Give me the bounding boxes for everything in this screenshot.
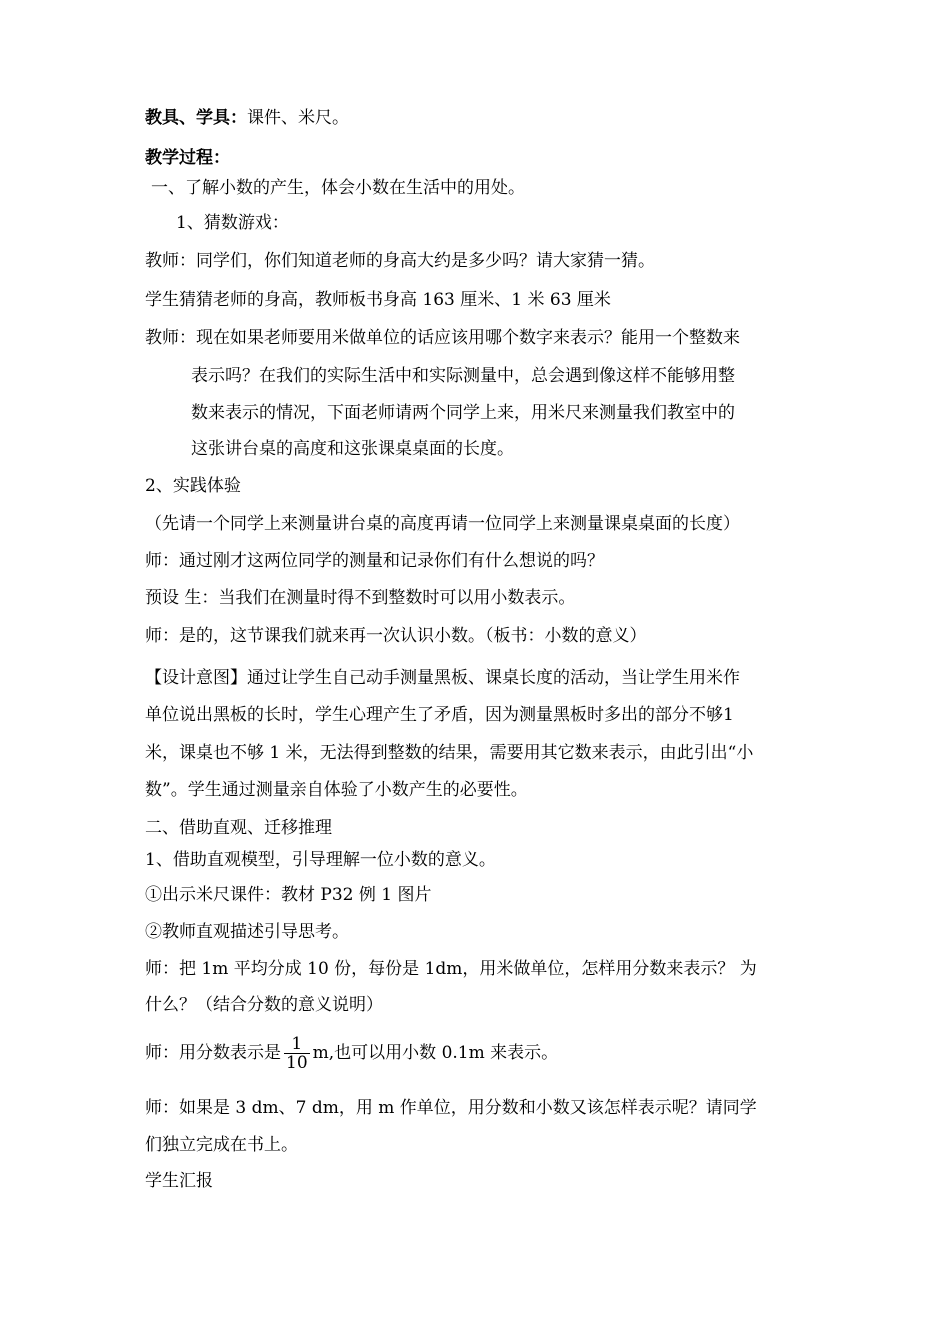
paragraph-4: （先请一个同学上来测量讲台桌的高度再请一位同学上来测量课桌桌面的长度） bbox=[145, 514, 740, 534]
paragraph-9-prefix: 师：用分数表示是 bbox=[145, 1043, 281, 1063]
design-intent-line-3: 米，课桌也不够 1 米，无法得到整数的结果，需要用其它数来表示，由此引出“小 bbox=[145, 743, 754, 763]
fraction-numerator: 1 bbox=[284, 1035, 310, 1054]
fraction-one-tenth bbox=[284, 1035, 310, 1072]
fraction-denominator: 10 bbox=[286, 1053, 308, 1073]
step2-title: 2、实践体验 bbox=[145, 476, 241, 496]
paragraph-3-line-3: 数来表示的情况，下面老师请两个同学上来，用米尺来测量我们教室中的 bbox=[191, 403, 735, 423]
process-heading: 教学过程： bbox=[145, 148, 230, 168]
paragraph-11: 学生汇报 bbox=[145, 1171, 213, 1191]
design-intent-line-2: 单位说出黑板的长时，学生心理产生了矛盾，因为测量黑板时多出的部分不够1 bbox=[145, 705, 734, 725]
design-intent-line-1: 【设计意图】通过让学生自己动手测量黑板、课桌长度的活动，当让学生用米作 bbox=[145, 668, 740, 688]
section2-step1: 1、借助直观模型，引导理解一位小数的意义。 bbox=[145, 850, 496, 870]
tools-heading: 教具、学具： bbox=[145, 108, 247, 128]
section1-title: 一、了解小数的产生，体会小数在生活中的用处。 bbox=[151, 178, 525, 198]
paragraph-3-line-4: 这张讲台桌的高度和这张课桌桌面的长度。 bbox=[191, 439, 514, 459]
paragraph-5: 师：通过刚才这两位同学的测量和记录你们有什么想说的吗？ bbox=[145, 551, 604, 571]
paragraph-10-line-1: 师：如果是 3 dm、7 dm，用 m 作单位，用分数和小数又该怎样表示呢？请同学 bbox=[145, 1098, 757, 1118]
paragraph-9-suffix: m,也可以用小数 0.1m 来表示。 bbox=[312, 1043, 559, 1063]
paragraph-8-line-1: 师：把 1m 平均分成 10 份，每份是 1dm，用米做单位，怎样用分数来表示？ 为 bbox=[145, 959, 757, 979]
paragraph-6: 预设 生：当我们在测量时得不到整数时可以用小数表示。 bbox=[145, 588, 576, 608]
paragraph-10-line-2: 们独立完成在书上。 bbox=[145, 1135, 298, 1155]
paragraph-9 bbox=[145, 1033, 807, 1077]
design-intent-line-4: 数”。学生通过测量亲自体验了小数产生的必要性。 bbox=[145, 780, 528, 800]
section2-item-a: ①出示米尺课件：教材 P32 例 1 图片 bbox=[145, 885, 432, 905]
paragraph-2: 学生猜猜老师的身高，教师板书身高 163 厘米、1 米 63 厘米 bbox=[145, 290, 611, 310]
tools-text: 课件、米尺。 bbox=[247, 108, 349, 128]
paragraph-3-line-1: 教师：现在如果老师要用米做单位的话应该用哪个数字来表示？能用一个整数来 bbox=[145, 328, 740, 348]
paragraph-7: 师：是的，这节课我们就来再一次认识小数。（板书：小数的意义） bbox=[145, 626, 647, 646]
step1-title: 1、猜数游戏： bbox=[176, 213, 289, 233]
paragraph-3-line-2: 表示吗？在我们的实际生活中和实际测量中，总会遇到像这样不能够用整 bbox=[191, 366, 735, 386]
section2-item-b: ②教师直观描述引导思考。 bbox=[145, 922, 349, 942]
section2-title: 二、借助直观、迁移推理 bbox=[145, 818, 332, 838]
tools-line bbox=[145, 108, 807, 128]
paragraph-1: 教师：同学们，你们知道老师的身高大约是多少吗？请大家猜一猜。 bbox=[145, 251, 655, 271]
paragraph-8-line-2: 什么？（结合分数的意义说明） bbox=[145, 995, 383, 1015]
